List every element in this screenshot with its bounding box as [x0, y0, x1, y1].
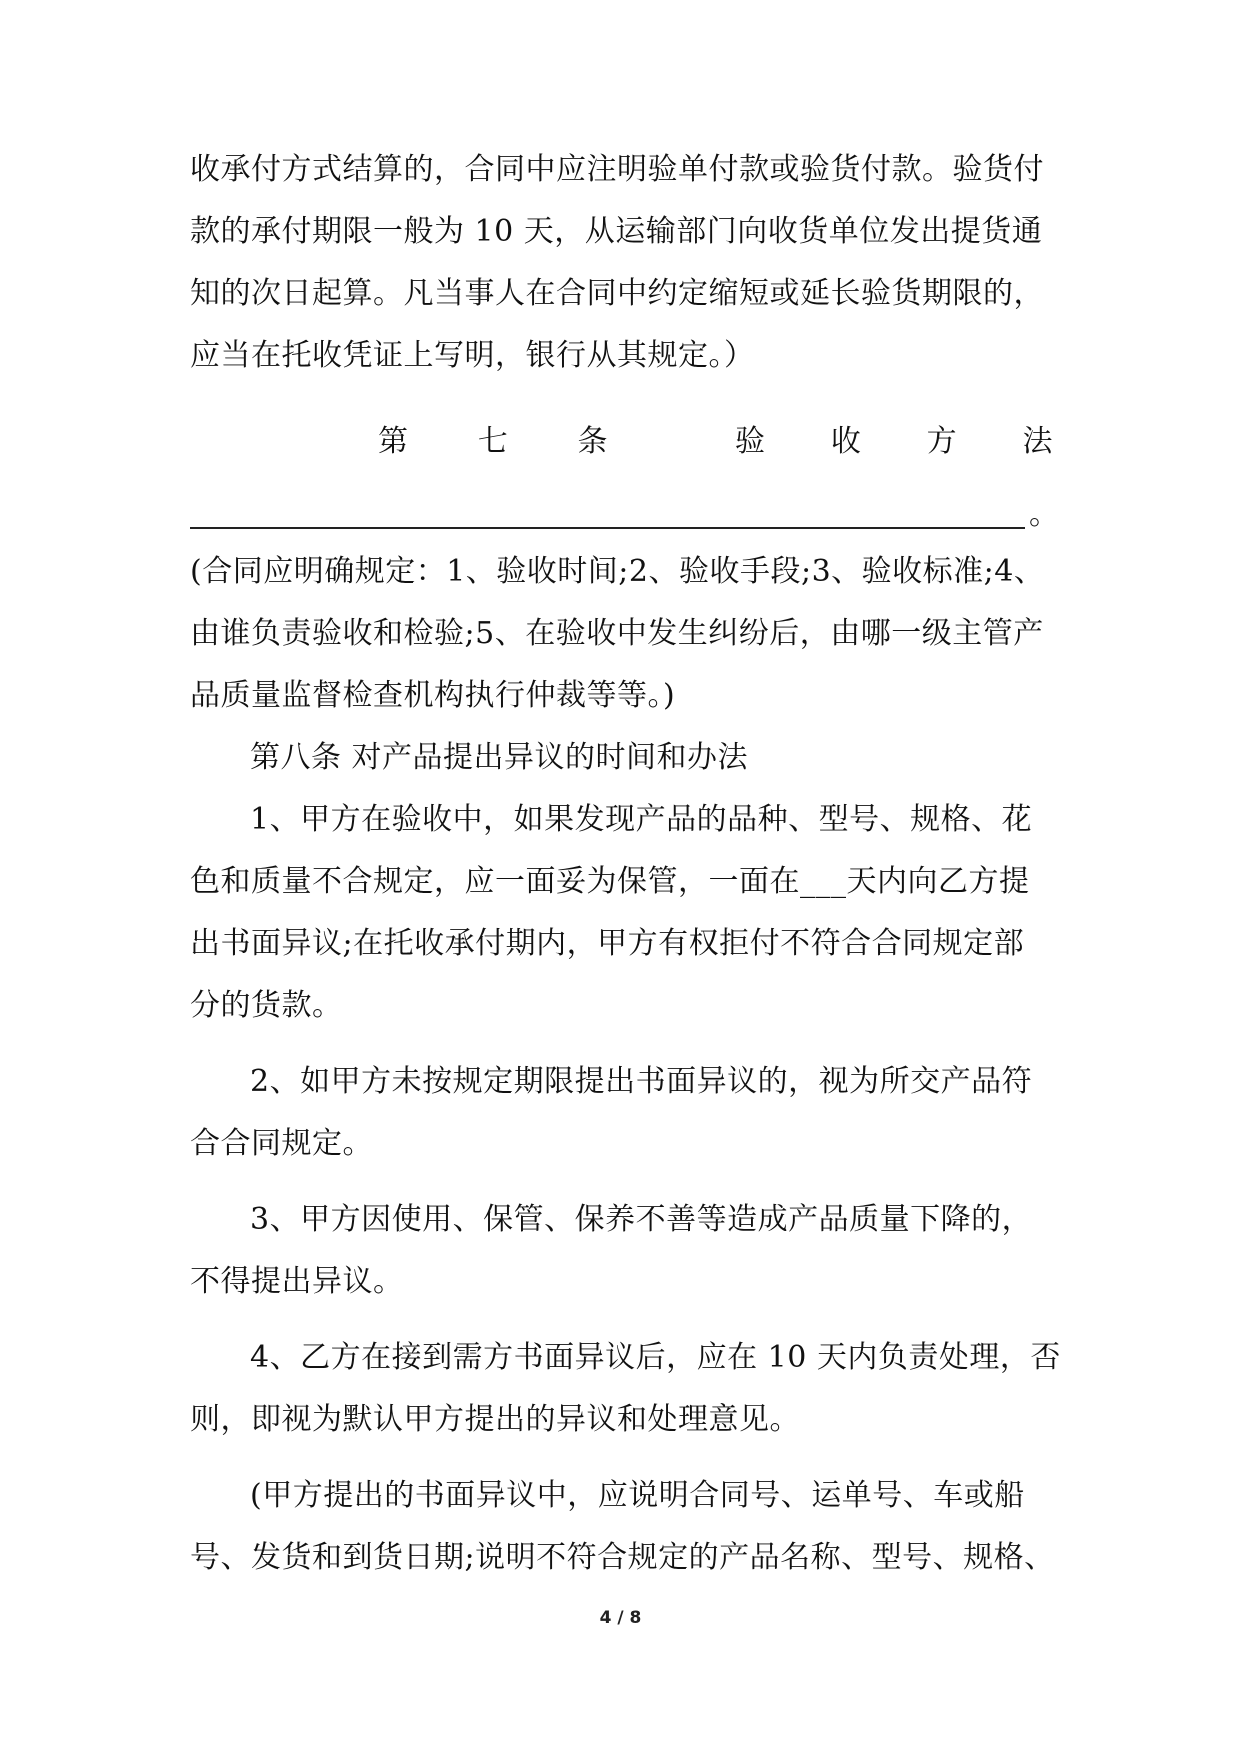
blank-underline [190, 527, 1025, 529]
article8-heading: 第八条 对产品提出异议的时间和办法 [250, 740, 749, 775]
text-line: 收承付方式结算的，合同中应注明验单付款或验货付款。验货付 [190, 152, 1044, 187]
period-mark: 。 [1029, 497, 1059, 532]
text-line: 分的货款。 [190, 988, 343, 1023]
text-line: 3、甲方因使用、保管、保养不善等造成产品质量下降的， [250, 1202, 1033, 1237]
heading-char: 法 [1022, 424, 1053, 459]
text-line: 则，即视为默认甲方提出的异议和处理意见。 [190, 1402, 800, 1437]
heading-char: 验 [735, 424, 766, 459]
text-line: 色和质量不合规定，应一面妥为保管，一面在___天内向乙方提 [190, 864, 1030, 899]
text-line: 款的承付期限一般为 10 天，从运输部门向收货单位发出提货通 [190, 214, 1043, 249]
heading-char: 第 [378, 424, 409, 459]
text-line: 2、如甲方未按规定期限提出书面异议的，视为所交产品符 [250, 1064, 1033, 1099]
heading-char: 条 [577, 424, 608, 459]
text-line: 应当在托收凭证上写明，银行从其规定。） [190, 338, 755, 373]
text-line: (甲方提出的书面异议中，应说明合同号、运单号、车或船 [250, 1478, 1025, 1513]
article7-heading [378, 422, 1053, 462]
fill-in-blank [190, 495, 1070, 535]
text-line: 品质量监督检查机构执行仲裁等等。) [190, 678, 676, 713]
heading-char: 收 [830, 424, 862, 459]
text-line: 合合同规定。 [190, 1126, 373, 1161]
page-number: 4 / 8 [599, 1608, 642, 1628]
text-line: 出书面异议;在托收承付期内，甲方有权拒付不符合合同规定部 [190, 926, 1025, 961]
text-line: (合同应明确规定：1、验收时间;2、验收手段;3、验收标准;4、 [190, 554, 1045, 589]
article7-label [378, 422, 608, 462]
heading-char: 七 [477, 424, 509, 459]
article7-title [735, 422, 1053, 462]
text-line: 不得提出异议。 [190, 1264, 404, 1299]
text-line: 知的次日起算。凡当事人在合同中约定缩短或延长验货期限的， [190, 276, 1044, 311]
text-line: 1、甲方在验收中，如果发现产品的品种、型号、规格、花 [250, 802, 1033, 837]
text-line: 号、发货和到货日期;说明不符合规定的产品名称、型号、规格、 [190, 1540, 1055, 1575]
text-line: 由谁负责验收和检验;5、在验收中发生纠纷后，由哪一级主管产 [190, 616, 1044, 651]
text-line: 4、乙方在接到需方书面异议后，应在 10 天内负责处理，否 [250, 1340, 1061, 1375]
heading-char: 方 [926, 424, 958, 459]
